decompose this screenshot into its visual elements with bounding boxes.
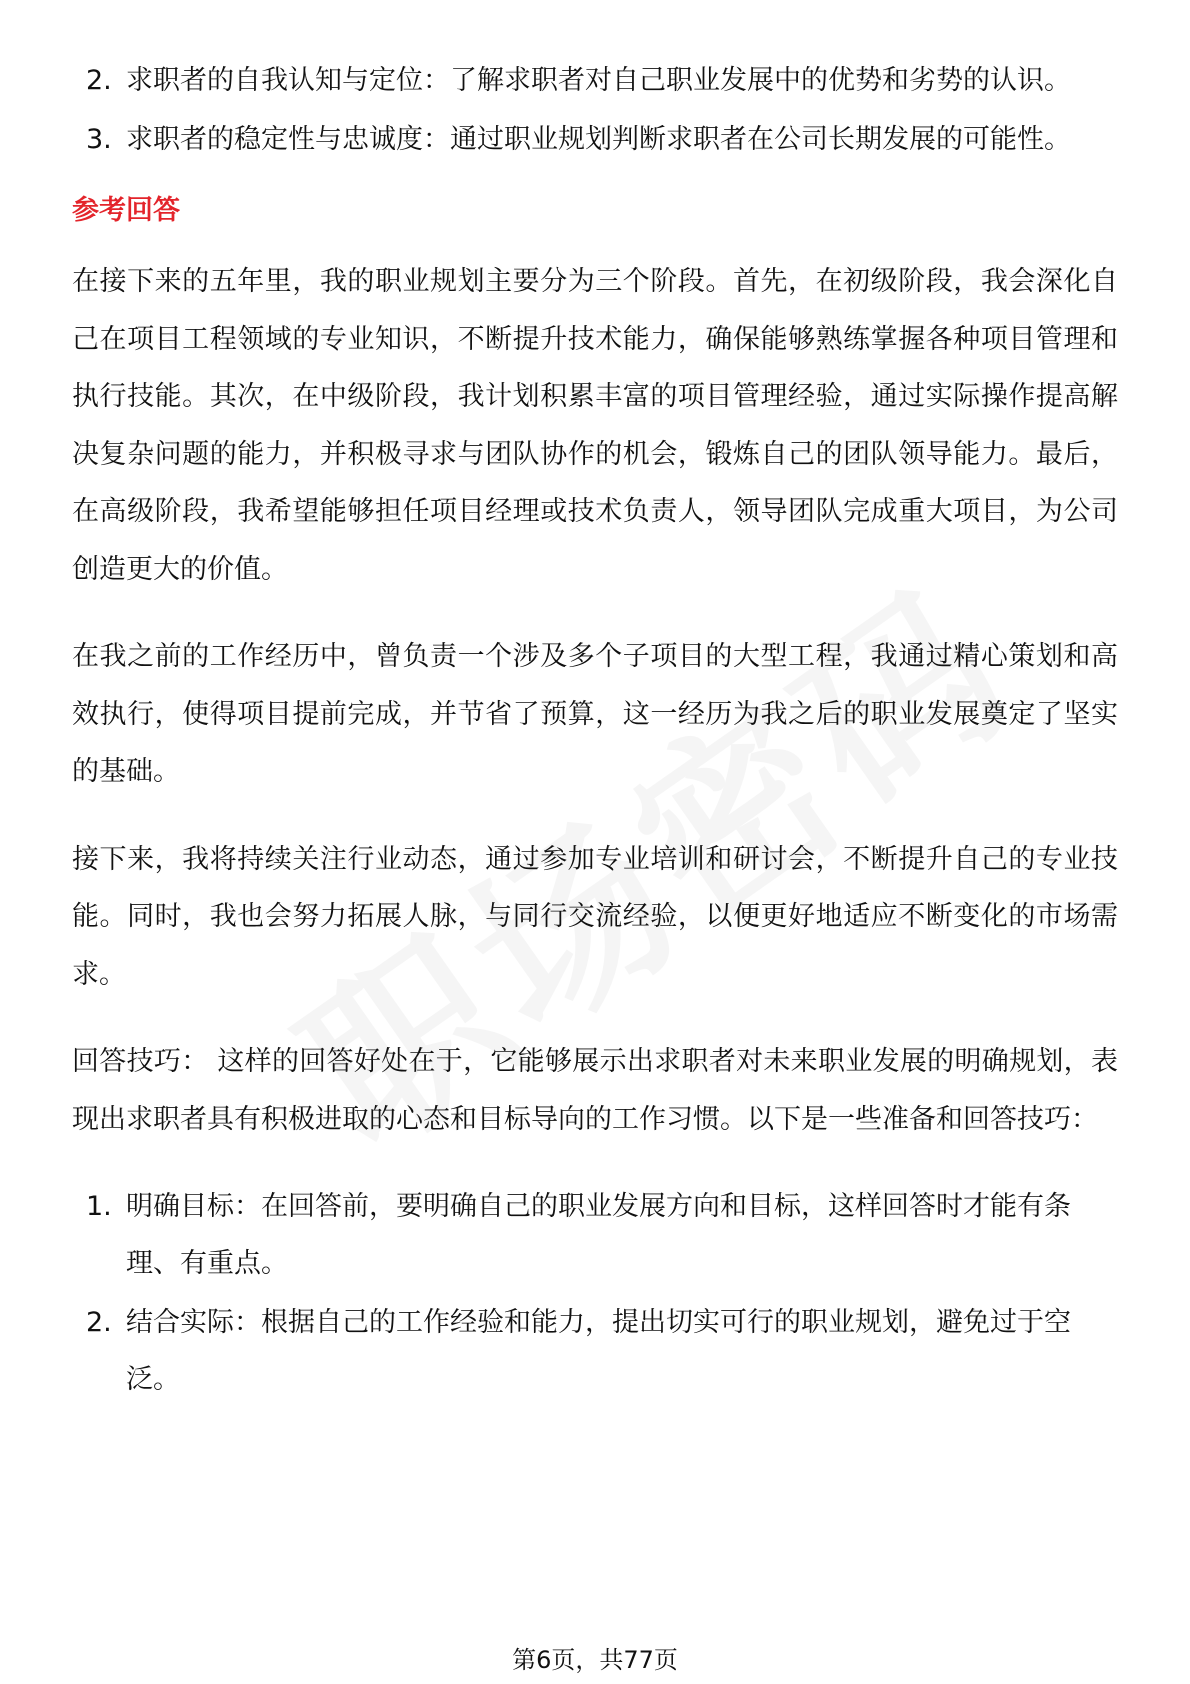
list-number: 2. [86, 1307, 112, 1338]
list-number: 3. [86, 124, 112, 155]
list-item [72, 52, 1118, 109]
page-content [72, 52, 1118, 1408]
list-text: 明确目标：在回答前，要明确自己的职业发展方向和目标，这样回答时才能有条理、有重点。 [126, 1191, 1071, 1279]
list-number: 1. [86, 1191, 112, 1222]
paragraph: 回答技巧： 这样的回答好处在于，它能够展示出求职者对未来职业发展的明确规划，表现出求职者具有积极进取的心态和目标导向的工作习惯。以下是一些准备和回答技巧： [72, 1046, 1118, 1135]
paragraph: 接下来，我将持续关注行业动态，通过参加专业培训和研讨会，不断提升自己的专业技能。同时，我也会努力拓展人脉，与同行交流经验，以便更好地适应不断变化的市场需求。 [72, 843, 1118, 990]
list-item [72, 1178, 1118, 1292]
paragraph: 在我之前的工作经历中，曾负责一个涉及多个子项目的大型工程，我通过精心策划和高效执行，使得项目提前完成，并节省了预算，这一经历为我之后的职业发展奠定了坚实的基础。 [72, 641, 1118, 787]
paragraph: 在接下来的五年里，我的职业规划主要分为三个阶段。首先，在初级阶段，我会深化自己在项目工程领域的专业知识，不断提升技术能力，确保能够熟练掌握各种项目管理和执行技能。其次，在中级阶段，我计划积累丰富的项目管理经验，通过实际操作提高解决复杂问题的能力，并积极寻求与团队协作的机会，锻炼自己的团队领导能力。最后，在高级阶段，我希望能够担任项目经理或技术负责人，领导团队完成重大项目，为公司创造更大的价值。 [72, 266, 1118, 585]
list-number: 2. [86, 65, 112, 96]
list-item [72, 111, 1118, 168]
page-footer: 第6页，共77页 [512, 1646, 678, 1674]
top-list [72, 52, 1118, 168]
tips-list [72, 1178, 1118, 1408]
list-text: 求职者的自我认知与定位：了解求职者对自己职业发展中的优势和劣势的认识。 [126, 65, 1071, 96]
list-text: 结合实际：根据自己的工作经验和能力，提出切实可行的职业规划，避免过于空泛。 [126, 1307, 1071, 1395]
list-item [72, 1294, 1118, 1408]
list-text: 求职者的稳定性与忠诚度：通过职业规划判断求职者在公司长期发展的可能性。 [126, 124, 1071, 155]
section-heading: 参考回答 [72, 195, 180, 226]
